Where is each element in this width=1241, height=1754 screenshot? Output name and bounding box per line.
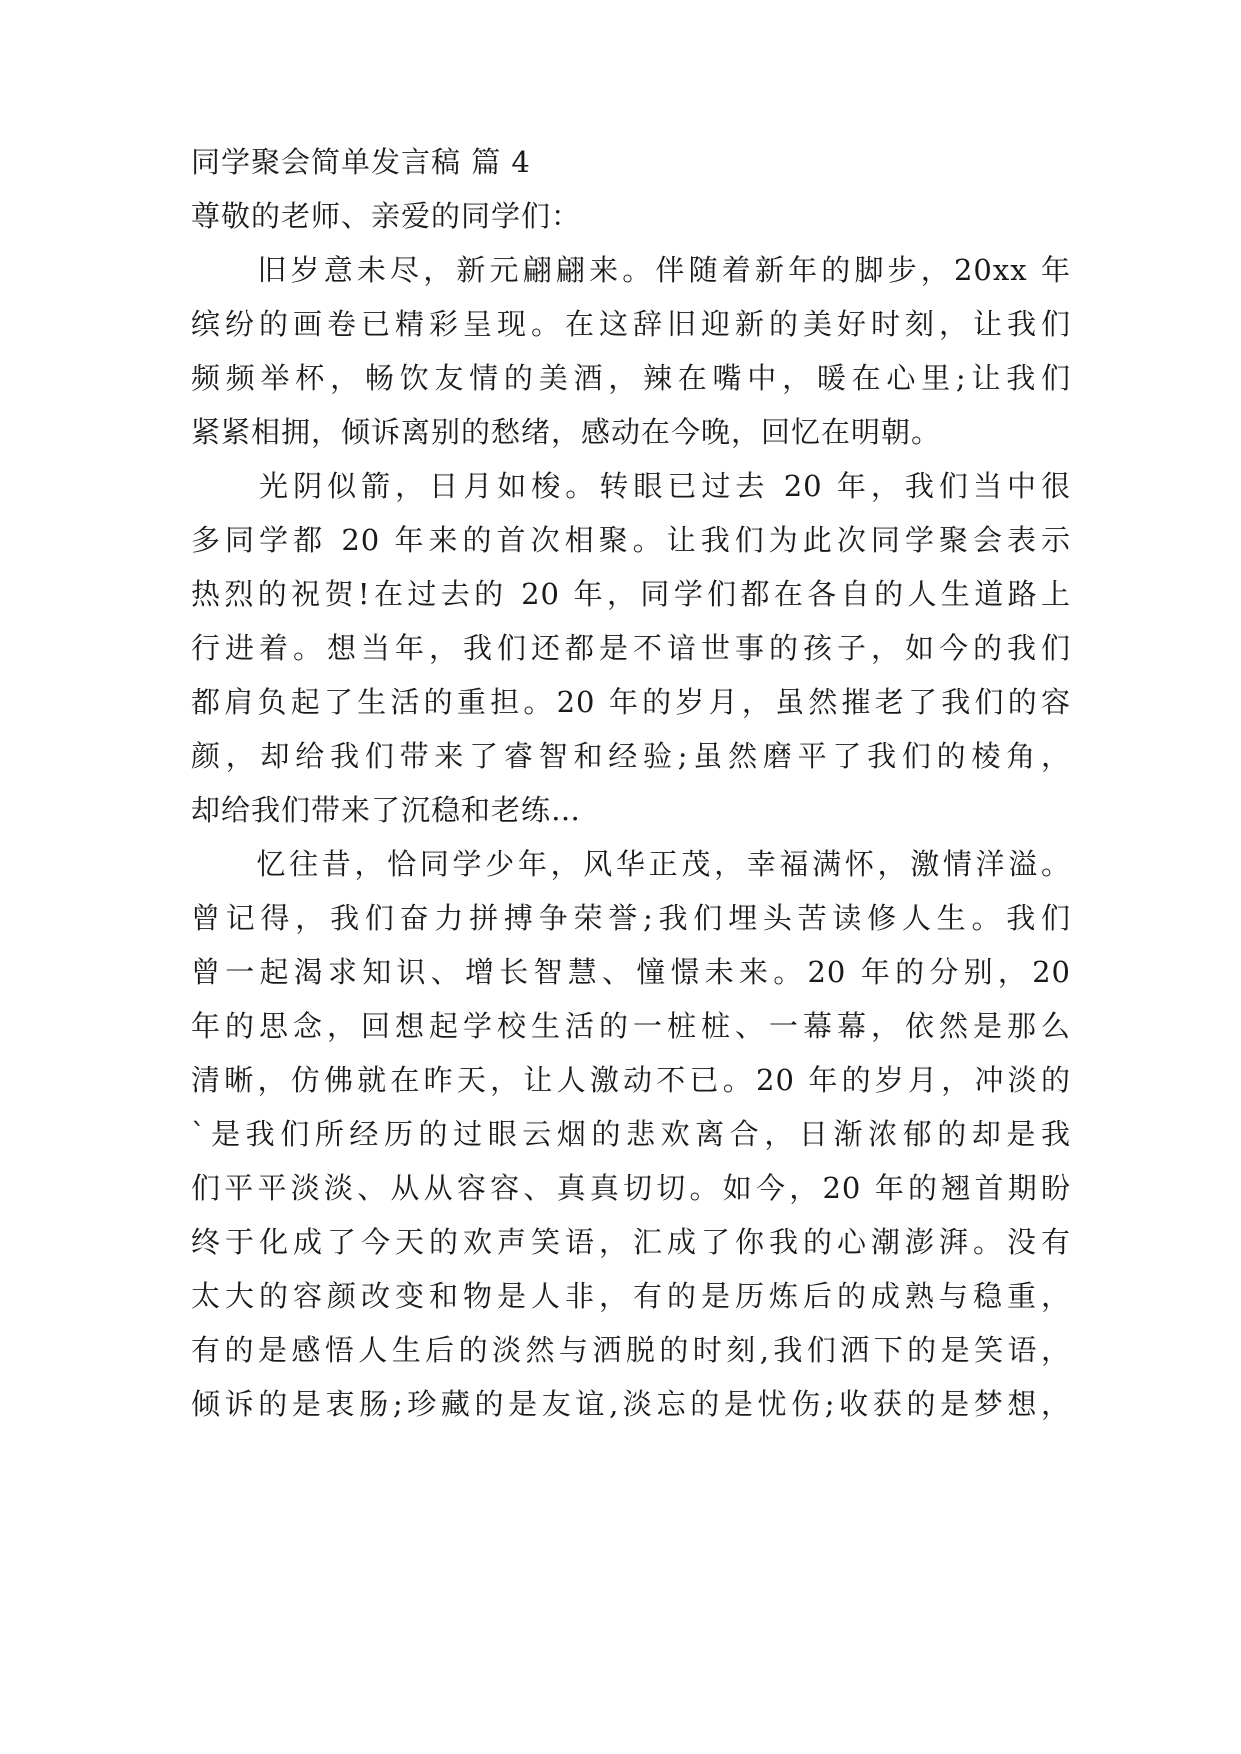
paragraph-line: 紧紧相拥，倾诉离别的愁绪，感动在今晚，回忆在明朝。 [191,415,942,449]
document-title: 同学聚会简单发言稿 篇 4 [191,145,531,179]
paragraph-line: 都肩负起了生活的重担。20 年的岁月，虽然摧老了我们的容 [191,685,1071,719]
paragraph-line: 旧岁意未尽，新元翩翩来。伴随着新年的脚步，20xx 年 [191,253,1071,287]
paragraph-line: 忆往昔，恰同学少年，风华正茂，幸福满怀，激情洋溢。 [191,847,1071,881]
paragraph-line: 有的是感悟人生后的淡然与洒脱的时刻,我们洒下的是笑语， [191,1333,1071,1367]
paragraph-line: `是我们所经历的过眼云烟的悲欢离合，日渐浓郁的却是我 [191,1117,1071,1151]
paragraph-line: 终于化成了今天的欢声笑语，汇成了你我的心潮澎湃。没有 [191,1225,1071,1259]
paragraph-line: 行进着。想当年，我们还都是不谙世事的孩子，如今的我们 [191,631,1071,665]
paragraph-line: 太大的容颜改变和物是人非，有的是历炼后的成熟与稳重， [191,1279,1071,1313]
paragraph-line: 颜，却给我们带来了睿智和经验;虽然磨平了我们的棱角， [191,739,1071,773]
paragraph-line: 们平平淡淡、从从容容、真真切切。如今，20 年的翘首期盼 [191,1171,1071,1205]
paragraph-line: 频频举杯，畅饮友情的美酒，辣在嘴中，暖在心里;让我们 [191,361,1071,395]
salutation: 尊敬的老师、亲爱的同学们： [191,199,582,233]
paragraph-line: 热烈的祝贺!在过去的 20 年，同学们都在各自的人生道路上 [191,577,1071,611]
paragraph-line: 清晰，仿佛就在昨天，让人激动不已。20 年的岁月，冲淡的 [191,1063,1071,1097]
paragraph-line: 倾诉的是衷肠;珍藏的是友谊,淡忘的是忧伤;收获的是梦想， [191,1387,1071,1421]
paragraph-line: 光阴似箭，日月如梭。转眼已过去 20 年，我们当中很 [191,469,1071,503]
paragraph-line: 却给我们带来了沉稳和老练… [191,793,582,827]
paragraph-line: 曾记得，我们奋力拼搏争荣誉;我们埋头苦读修人生。我们 [191,901,1071,935]
paragraph-line: 多同学都 20 年来的首次相聚。让我们为此次同学聚会表示 [191,523,1071,557]
paragraph-line: 曾一起渴求知识、增长智慧、憧憬未来。20 年的分别，20 [191,955,1071,989]
paragraph-line: 年的思念，回想起学校生活的一桩桩、一幕幕，依然是那么 [191,1009,1071,1043]
paragraph-line: 缤纷的画卷已精彩呈现。在这辞旧迎新的美好时刻，让我们 [191,307,1071,341]
